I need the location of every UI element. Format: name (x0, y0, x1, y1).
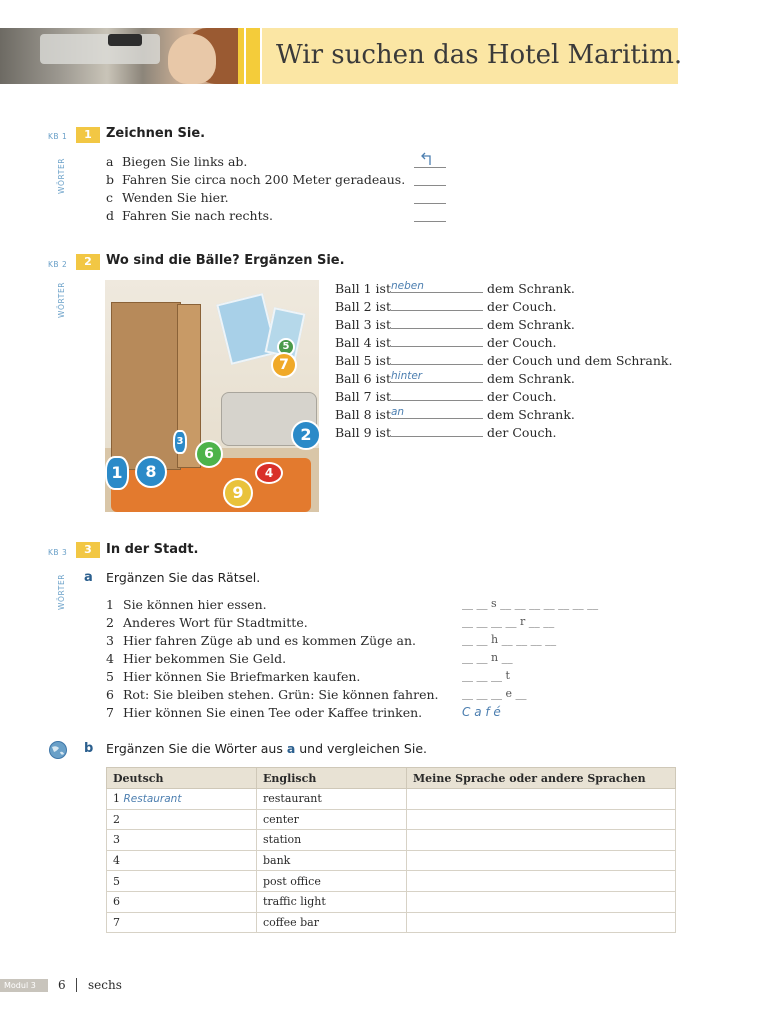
table-header: Meine Sprache oder andere Sprachen (407, 768, 676, 789)
table-row (107, 912, 676, 933)
ball-9: 9 (223, 478, 253, 508)
ball-4: 4 (255, 462, 283, 484)
header-stripe (246, 28, 260, 84)
ball-7: 7 (271, 352, 297, 378)
list-item: d Fahren Sie nach rechts. (106, 208, 274, 223)
list-item: Ball 6 ist hinter dem Schrank. (335, 370, 575, 386)
answer-blank[interactable] (414, 210, 446, 222)
table-cell: coffee bar (257, 912, 407, 933)
table-cell: bank (257, 850, 407, 871)
list-item: c Wenden Sie hier. (106, 190, 229, 205)
header-stripe (238, 28, 244, 84)
module-tag: Modul 3 (0, 979, 48, 992)
table-cell[interactable] (407, 850, 676, 871)
puzzle-pattern[interactable]: __ __ __ __ r __ __ (462, 615, 555, 628)
puzzle-pattern[interactable]: __ __ n __ (462, 651, 513, 664)
kb-label: KB 3 (48, 548, 68, 557)
table-row (107, 809, 676, 830)
table-cell[interactable]: 2 (107, 809, 257, 830)
ball-2: 2 (291, 420, 319, 450)
list-item: Ball 8 ist an dem Schrank. (335, 406, 575, 422)
table-cell: center (257, 809, 407, 830)
table-cell[interactable]: 3 (107, 830, 257, 851)
subtask-title: Ergänzen Sie die Wörter aus a und vergleichen Sie. (106, 741, 428, 756)
list-item: 3 Hier fahren Züge ab und es kommen Züge an. (106, 633, 416, 648)
puzzle-pattern[interactable]: C a f é (462, 705, 501, 719)
table-cell[interactable]: 1 Restaurant (107, 789, 257, 810)
list-item: Ball 2 ist der Couch. (335, 299, 557, 314)
side-label: WÖRTER (57, 157, 66, 194)
table-cell[interactable] (407, 789, 676, 810)
list-item: Ball 1 ist neben dem Schrank. (335, 280, 575, 296)
list-item: 4 Hier bekommen Sie Geld. (106, 651, 287, 666)
puzzle-patterns (462, 597, 598, 723)
table-cell[interactable]: 5 (107, 871, 257, 892)
side-label: WÖRTER (57, 281, 66, 318)
exercise-title: Zeichnen Sie. (106, 126, 206, 141)
table-cell: station (257, 830, 407, 851)
table-row (107, 789, 676, 810)
list-item: b Fahren Sie circa noch 200 Meter geradeaus. (106, 172, 406, 187)
ball-1: 1 (105, 456, 129, 490)
header-photo (0, 28, 238, 84)
table-header: Deutsch (107, 768, 257, 789)
table-row (107, 871, 676, 892)
puzzle-pattern[interactable]: __ __ h __ __ __ __ (462, 633, 557, 646)
table-header: Englisch (257, 768, 407, 789)
ball-8: 8 (135, 456, 167, 488)
list-item: Ball 5 ist der Couch und dem Schrank. (335, 353, 673, 368)
table-cell[interactable] (407, 912, 676, 933)
exercise-title: In der Stadt. (106, 542, 199, 557)
list-item: Ball 3 ist dem Schrank. (335, 317, 575, 332)
ball-5: 5 (277, 338, 295, 356)
exercise-number: 1 (76, 127, 100, 143)
exercise-number: 2 (76, 254, 100, 270)
exercise-1-list (106, 154, 405, 226)
side-label: WÖRTER (57, 573, 66, 610)
list-item: 7 Hier können Sie einen Tee oder Kaffee trinken. (106, 705, 423, 720)
table-cell[interactable]: 4 (107, 850, 257, 871)
table-cell[interactable]: 6 (107, 891, 257, 912)
answer-blank[interactable] (414, 192, 446, 204)
subtask-letter: a (84, 570, 93, 585)
list-item: Ball 7 ist der Couch. (335, 389, 557, 404)
table-cell[interactable] (407, 830, 676, 851)
list-item: 2 Anderes Wort für Stadtmitte. (106, 615, 308, 630)
puzzle-pattern[interactable]: __ __ __ t (462, 669, 510, 682)
exercise-title: Wo sind die Bälle? Ergänzen Sie. (106, 253, 345, 268)
exercise-2-list (335, 281, 672, 443)
ball-3: 3 (173, 430, 187, 454)
list-item: Ball 4 ist der Couch. (335, 335, 557, 350)
table-cell: restaurant (257, 789, 407, 810)
list-item: 1 Sie können hier essen. (106, 597, 267, 612)
room-illustration (105, 280, 319, 512)
list-item: Ball 9 ist der Couch. (335, 425, 557, 440)
table-row (107, 891, 676, 912)
subtask-letter: b (84, 741, 94, 756)
page-word: sechs (88, 978, 122, 992)
puzzle-pattern[interactable]: __ __ s __ __ __ __ __ __ __ (462, 597, 599, 610)
puzzle-pattern[interactable]: __ __ __ e __ (462, 687, 527, 700)
vocabulary-table (106, 767, 676, 933)
turn-left-arrow-icon (420, 152, 434, 166)
exercise-3a-list (106, 597, 439, 723)
page-title: Wir suchen das Hotel Maritim. (276, 40, 683, 70)
subtask-title: Ergänzen Sie das Rätsel. (106, 570, 261, 585)
ball-6: 6 (195, 440, 223, 468)
footer-divider (76, 978, 77, 992)
kb-label: KB 2 (48, 260, 68, 269)
list-item: 5 Hier können Sie Briefmarken kaufen. (106, 669, 361, 684)
exercise-number: 3 (76, 542, 100, 558)
list-item: 6 Rot: Sie bleiben stehen. Grün: Sie können fahren. (106, 687, 439, 702)
globe-icon (48, 740, 68, 760)
table-cell[interactable] (407, 871, 676, 892)
table-cell: traffic light (257, 891, 407, 912)
page-number: 6 (58, 978, 66, 992)
table-cell: post office (257, 871, 407, 892)
list-item: a Biegen Sie links ab. (106, 154, 248, 169)
kb-label: KB 1 (48, 132, 68, 141)
table-row (107, 830, 676, 851)
table-cell[interactable]: 7 (107, 912, 257, 933)
answer-blank[interactable] (414, 174, 446, 186)
table-cell[interactable] (407, 809, 676, 830)
table-cell[interactable] (407, 891, 676, 912)
table-row (107, 850, 676, 871)
